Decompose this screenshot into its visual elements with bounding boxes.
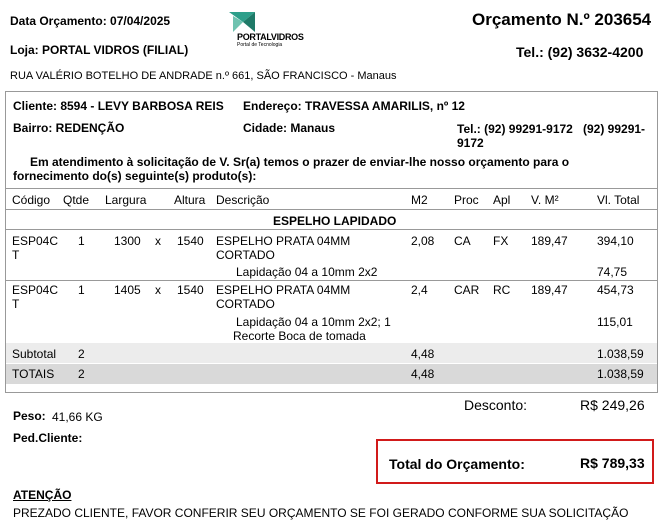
company-logo (229, 12, 309, 48)
section-title: ESPELHO LAPIDADO (273, 214, 397, 228)
totals-row (6, 364, 657, 384)
col-header-description: Descrição (216, 193, 270, 207)
intro-text-line1: Em atendimento à solicitação de V. Sr(a) temos o prazer de enviar-lhe nosso orçamento para o (30, 155, 570, 169)
row-service-cont: Recorte Boca de tomada (233, 329, 366, 343)
logo-mark-icon (229, 12, 257, 34)
total-value: R$ 789,33 (580, 455, 645, 471)
row-description: ESPELHO PRATA 04MM (216, 234, 351, 248)
store-name: Loja: PORTAL VIDROS (FILIAL) (10, 43, 189, 57)
row-service-value: 74,75 (597, 265, 628, 279)
store-phone: Tel.: (92) 3632-4200 (516, 44, 644, 60)
row-service-value: 115,01 (597, 315, 633, 329)
client-district: Bairro: REDENÇÃO (13, 121, 125, 135)
row-qty: 1 (78, 234, 85, 248)
row-times: x (155, 234, 161, 248)
row-total-value: 394,10 (597, 234, 634, 248)
col-header-height: Altura (174, 193, 206, 207)
weight-label: Peso: (13, 409, 46, 423)
row-m2: 2,4 (411, 283, 428, 297)
col-header-apl: Apl (493, 193, 511, 207)
row-code-cont: T (12, 297, 20, 311)
divider (5, 280, 658, 281)
totals-label: TOTAIS (12, 367, 55, 381)
totals-m2: 4,48 (411, 367, 435, 381)
discount-value: R$ 249,26 (580, 397, 645, 413)
divider (5, 209, 658, 210)
row-proc: CAR (454, 283, 480, 297)
store-address: RUA VALÉRIO BOTELHO DE ANDRADE n.º 661, SÃO FRANCISCO - Manaus (10, 70, 397, 82)
row-proc: CA (454, 234, 471, 248)
subtotal-label: Subtotal (12, 347, 57, 361)
row-service: Lapidação 04 a 10mm 2x2; 1 (236, 315, 391, 329)
row-height: 1540 (177, 283, 204, 297)
client-name: Cliente: 8594 - LEVY BARBOSA REIS (13, 99, 224, 113)
row-width: 1300 (114, 234, 141, 248)
row-height: 1540 (177, 234, 204, 248)
row-code: ESP04C (12, 283, 59, 297)
intro-text-line2: fornecimento do(s) seguinte(s) produto(s): (13, 169, 257, 183)
client-city: Cidade: Manaus (243, 121, 336, 135)
client-phone-2-cont: 9172 (457, 136, 484, 150)
subtotal-value: 1.038,59 (597, 347, 644, 361)
col-header-proc: Proc (454, 193, 479, 207)
row-qty: 1 (78, 283, 85, 297)
discount-label: Desconto: (464, 397, 528, 413)
quote-title: Orçamento N.º 203654 (472, 10, 652, 29)
client-order-label: Ped.Cliente: (13, 431, 83, 445)
total-label: Total do Orçamento: (389, 456, 525, 472)
row-width: 1405 (114, 283, 141, 297)
col-header-unit-value: V. M² (531, 193, 559, 207)
row-apl: FX (493, 234, 509, 248)
col-header-m2: M2 (411, 193, 428, 207)
logo-subtitle: Portal de Tecnologia (237, 42, 283, 48)
row-total-value: 454,73 (597, 283, 634, 297)
row-description-cont: CORTADO (216, 248, 275, 262)
col-header-width: Largura (105, 193, 147, 207)
row-code: ESP04C (12, 234, 59, 248)
row-apl: RC (493, 283, 511, 297)
divider (5, 188, 658, 189)
client-address: Endereço: TRAVESSA AMARILIS, nº 12 (243, 99, 465, 113)
col-header-code: Código (12, 193, 51, 207)
attention-title: ATENÇÃO (13, 488, 72, 502)
row-times: x (155, 283, 161, 297)
subtotal-qty: 2 (78, 347, 85, 361)
row-m2: 2,08 (411, 234, 435, 248)
weight-value: 41,66 KG (52, 410, 103, 424)
row-unit-value: 189,47 (531, 283, 568, 297)
row-description-cont: CORTADO (216, 297, 275, 311)
col-header-qty: Qtde (63, 193, 90, 207)
client-phone-2: (92) 99291- (583, 122, 646, 136)
totals-value: 1.038,59 (597, 367, 644, 381)
divider (5, 229, 658, 230)
row-service: Lapidação 04 a 10mm 2x2 (236, 265, 378, 279)
row-code-cont: T (12, 248, 20, 262)
quote-date: Data Orçamento: 07/04/2025 (10, 14, 171, 28)
subtotal-row (6, 343, 657, 363)
totals-qty: 2 (78, 367, 85, 381)
row-description: ESPELHO PRATA 04MM (216, 283, 351, 297)
attention-text: PREZADO CLIENTE, FAVOR CONFERIR SEU ORÇAMENTO SE FOI GERADO CONFORME SUA SOLICITAÇÃO (13, 506, 629, 520)
row-unit-value: 189,47 (531, 234, 568, 248)
subtotal-m2: 4,48 (411, 347, 435, 361)
logo-text: PORTALVIDROS (237, 32, 304, 42)
client-phone-1: Tel.: (92) 99291-9172 (457, 122, 573, 136)
col-header-total-value: Vl. Total (597, 193, 640, 207)
